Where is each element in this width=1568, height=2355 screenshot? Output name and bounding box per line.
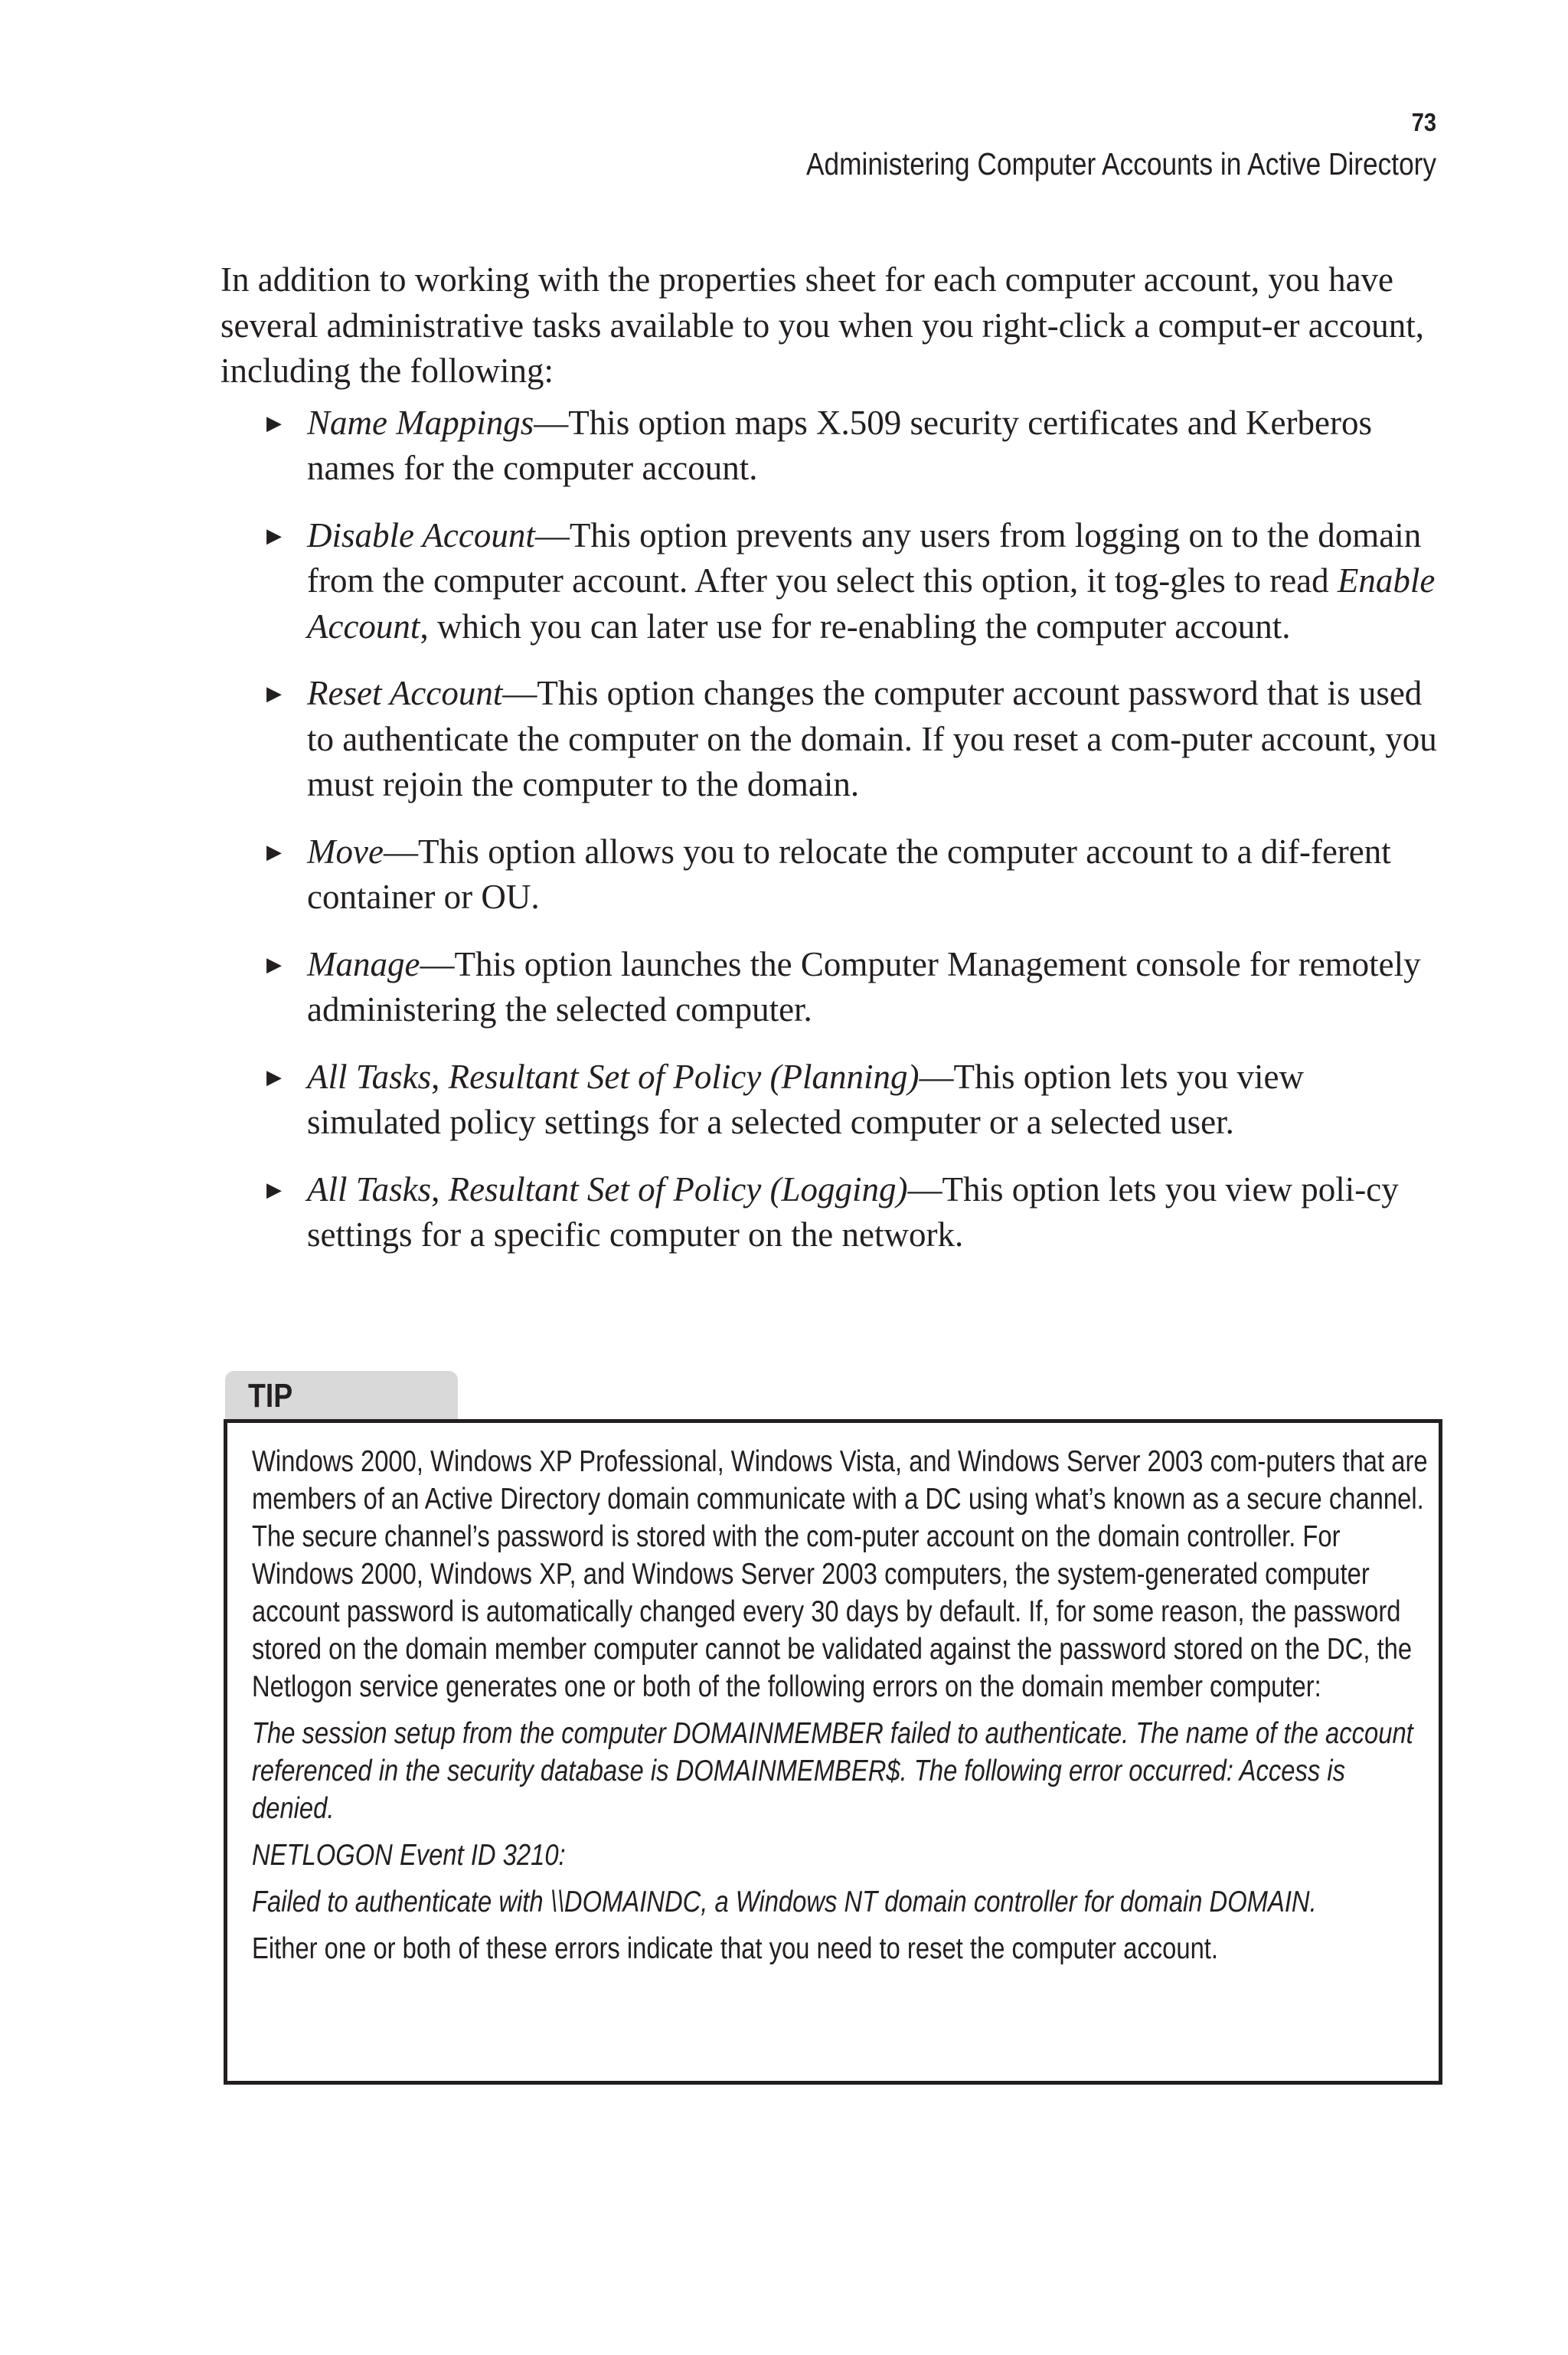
list-item-term: Disable Account (307, 515, 535, 554)
list-item-separator: , (431, 1169, 449, 1209)
tip-label: TIP (248, 1377, 293, 1415)
list-item-text: —This option lets you view poli-cy settings for a specific computer on the network. (307, 1169, 1399, 1254)
running-title: Administering Computer Accounts in Active Directory (805, 146, 1436, 182)
list-item-term: Move (307, 832, 384, 871)
tip-closing: Either one or both of these errors indicate that you need to reset the computer account. (252, 1932, 1219, 1965)
tip-event-id: NETLOGON Event ID 3210: (252, 1839, 566, 1872)
list-item-text-after: , which you can later use for re-enabling the computer account. (420, 607, 1291, 646)
list-item-rsop-planning (220, 1055, 1446, 1146)
triangle-bullet-icon: ▶ (266, 682, 282, 705)
list-item-text: —This option changes the computer account password that is used to authenticate the computer on the domain. If you reset a com-puter account, you must rejoin the computer to the domain. (307, 674, 1437, 803)
triangle-bullet-icon: ▶ (266, 953, 282, 976)
list-item-text: —This option lets you view simulated policy settings for a selected computer or a selected user. (307, 1057, 1304, 1141)
list-item-manage (220, 942, 1446, 1033)
list-item-term-2: Resultant Set of Policy (Logging) (448, 1169, 908, 1209)
tip-tab (225, 1371, 458, 1420)
list-item-reset-account (220, 671, 1446, 808)
running-head (704, 107, 1436, 184)
list-item-disable-account (220, 513, 1446, 650)
list-item-text: —This option maps X.509 security certificates and Kerberos names for the computer account. (307, 403, 1372, 487)
list-item-term: Name Mappings (307, 403, 534, 442)
list-item-term: Manage (307, 944, 420, 983)
list-item-text: —This option launches the Computer Management console for remotely administering the selected computer. (307, 944, 1421, 1029)
tip-box (224, 1419, 1442, 2085)
triangle-bullet-icon: ▶ (266, 840, 282, 863)
tip-paragraph: Windows 2000, Windows XP Professional, Windows Vista, and Windows Server 2003 com-puters that are members of an Active Directory domain communicate with a DC using what’s known as a secure channel. The secure channel’s password is stored with the com-puter account on the domain controller. For Windows 2000, Windows XP, and Windows Server 2003 computers, the system-generated computer account password is automatically changed every 30 days by default. If, for some reason, the password stored on the domain member computer cannot be validated against the password stored on the DC, the Netlogon service generates one or both of the following errors on the domain member computer: (252, 1445, 1428, 1703)
task-list (220, 401, 1446, 1258)
list-item-term: Reset Account (307, 674, 503, 712)
triangle-bullet-icon: ▶ (266, 1178, 282, 1201)
tip-error-message: The session setup from the computer DOMAINMEMBER failed to authenticate. The name of the account referenced in the security database is DOMAINMEMBER$. The following error occurred: Access is denied. (252, 1717, 1413, 1825)
list-item-term: All Tasks (307, 1169, 432, 1209)
list-item-text: —This option prevents any users from logging on to the domain from the computer account. After you select this option, it tog-gles to read (307, 515, 1422, 600)
intro-paragraph: In addition to working with the properties sheet for each computer account, you have several administrative tasks available to you when you right-click a comput-er account, including the following: (220, 260, 1424, 390)
list-item-name-mappings (220, 401, 1446, 492)
triangle-bullet-icon: ▶ (266, 411, 282, 434)
triangle-bullet-icon: ▶ (266, 524, 282, 547)
list-item-text: —This option allows you to relocate the computer account to a dif-ferent container or OU. (307, 832, 1391, 916)
triangle-bullet-icon: ▶ (266, 1065, 282, 1088)
list-item-rsop-logging (220, 1167, 1446, 1258)
tip-content (252, 1443, 1429, 1967)
list-item-term: All Tasks (307, 1057, 432, 1096)
body-text (220, 257, 1446, 1280)
page-number: 73 (1411, 108, 1436, 136)
list-item-term-2: Resultant Set of Policy (Planning) (448, 1057, 920, 1096)
tip-error-message-2: Failed to authenticate with \\DOMAINDC, a Windows NT domain controller for domain DOMAIN. (252, 1886, 1317, 1918)
list-item-inline-term: Enable Account (307, 561, 1436, 646)
list-item-move (220, 829, 1446, 921)
list-item-separator: , (431, 1057, 449, 1096)
